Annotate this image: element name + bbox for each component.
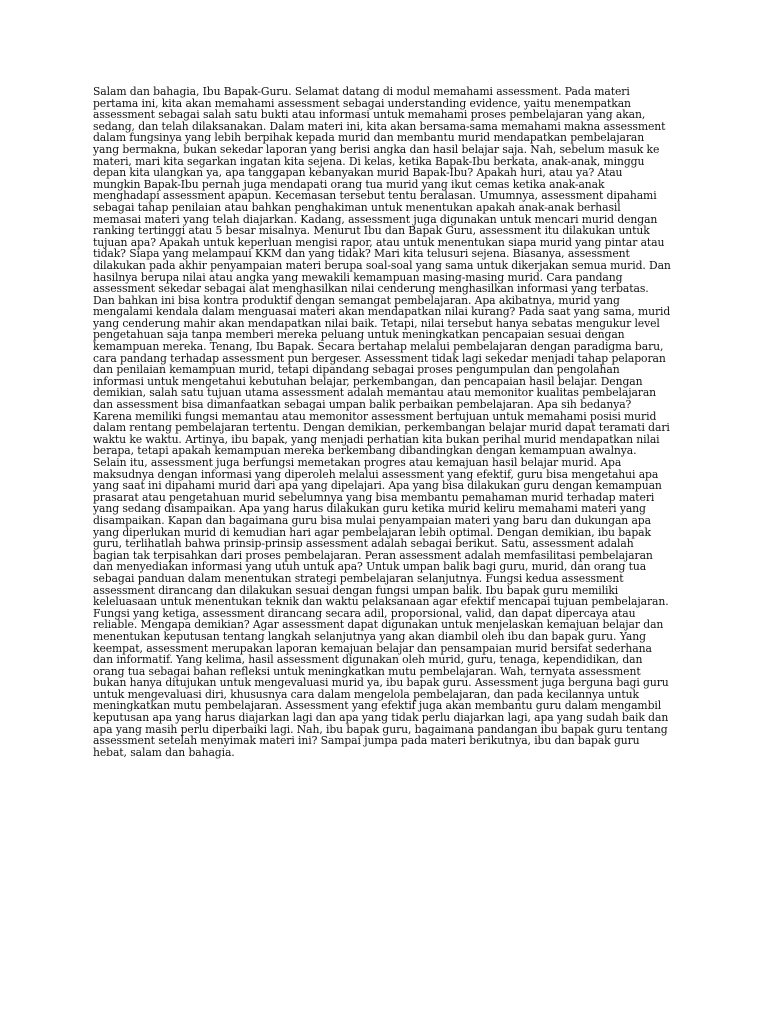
document-body-text: Salam dan bahagia, Ibu Bapak-Guru. Selamat datang di modul memahami assessment. Pada materi pertama ini, kita akan memahami assessment sebagai understanding evidence, yaitu menempatkan assessment sebagai salah satu bukti atau informasi untuk memahami proses pembelajaran yang akan, sedang, dan telah dilaksanakan. Dalam materi ini, kita akan bersama-sama memahami makna assessment dalam fungsinya yang lebih berpihak kepada murid dan membantu murid mendapatkan pembelajaran yang bermakna, bukan sekedar laporan yang berisi angka dan hasil belajar saja. Nah, sebelum masuk ke materi, mari kita segarkan ingatan kita sejena. Di kelas, ketika Bapak-Ibu berkata, anak-anak, minggu depan kita ulangkan ya, apa tanggapan kebanyakan murid Bapak-Ibu? Apakah huri, atau ya? Atau mungkin Bapak-Ibu pernah juga mendapati orang tua murid yang ikut cemas ketika anak-anak menghadapi assessment apapun. Kecemasan tersebut tentu beralasan. Umumnya, assessment dipahami sebagai tahap penilaian atau bahkan penghakiman untuk menentukan apakah anak-anak berhasil memasai materi yang telah diajarkan. Kadang, assessment juga digunakan untuk mencari murid dengan ranking tertinggi atau 5 besar misalnya. Menurut Ibu dan Bapak Guru, assessment itu dilakukan untuk tujuan apa? Apakah untuk keperluan mengisi rapor, atau untuk menentukan siapa murid yang pintar atau tidak? Siapa yang melampaui KKM dan yang tidak? Mari kita telusuri sejena. Biasanya, assessment dilakukan pada akhir penyampaian materi berupa soal-soal yang sama untuk dikerjakan semua murid. Dan hasilnya berupa nilai atau angka yang mewakili kemampuan masing-masing murid. Cara pandang assessment sekedar sebagai alat menghasilkan nilai cenderung menghasilkan informasi yang terbatas. Dan bahkan ini bisa kontra produktif dengan semangat pembelajaran. Apa akibatnya, murid yang mengalami kendala dalam menguasai materi akan mendapatkan nilai kurang? Pada saat yang sama, murid yang cenderung mahir akan mendapatkan nilai baik. Tetapi, nilai tersebut hanya sebatas mengukur level pengetahuan saja tanpa memberi mereka peluang untuk meningkatkan pencapaian sesuai dengan kemampuan mereka. Tenang, Ibu Bapak. Secara bertahap melalui pembelajaran dengan paradigma baru, cara pandang terhadap assessment pun bergeser. Assessment tidak lagi sekedar menjadi tahap pelaporan dan penilaian kemampuan murid, tetapi dipandang sebagai proses pengumpulan dan pengolahan informasi untuk mengetahui kebutuhan belajar, perkembangan, dan pencapaian hasil belajar. Dengan demikian, salah satu tujuan utama assessment adalah memantau atau memonitor kualitas pembelajaran dan assessment bisa dimanfaatkan sebagai umpan balik perbaikan pembelajaran. Apa sih bedanya? Karena memiliki fungsi memantau atau memonitor assessment bertujuan untuk memahami posisi murid dalam rentang pembelajaran tertentu. Dengan demikian, perkembangan belajar murid dapat teramati dari waktu ke waktu. Artinya, ibu bapak, yang menjadi perhatian kita bukan perihal murid mendapatkan nilai berapa, tetapi apakah kemampuan mereka berkembang dibandingkan dengan kemampuan awalnya. Selain itu, assessment juga berfungsi memetakan progres atau kemajuan hasil belajar murid. Apa maksudnya dengan informasi yang diperoleh melalui assessment yang efektif, guru bisa mengetahui apa yang saat ini dipahami murid dari apa yang dipelajari. Apa yang bisa dilakukan guru dengan kemampuan prasarat atau pengetahuan murid sebelumnya yang bisa membantu pemahaman murid terhadap materi yang sedang disampaikan. Apa yang harus dilakukan guru ketika murid keliru memahami materi yang disampaikan. Kapan dan bagaimana guru bisa mulai penyampaian materi yang baru dan dukungan apa yang diperlukan murid di kemudian hari agar pembelajaran lebih optimal. Dengan demikian, ibu bapak guru, terlihatlah bahwa prinsip-prinsip assessment adalah sebagai berikut. Satu, assessment adalah bagian tak terpisahkan dari proses pembelajaran. Peran assessment adalah memfasilitasi pembelajaran dan menyediakan informasi yang utuh untuk apa? Untuk umpan balik bagi guru, murid, dan orang tua sebagai panduan dalam menentukan strategi pembelajaran selanjutnya. Fungsi kedua assessment assessment dirancang dan dilakukan sesuai dengan fungsi umpan balik. Ibu bapak guru memiliki keleluasaan untuk menentukan teknik dan waktu pelaksanaan agar efektif mencapai tujuan pembelajaran. Fungsi yang ketiga, assessment dirancang secara adil, proporsional, valid, dan dapat dipercaya atau reliable. Mengapa demikian? Agar assessment dapat digunakan untuk menjelaskan kemajuan belajar dan menentukan keputusan tentang langkah selanjutnya yang akan diambil oleh ibu dan bapak guru. Yang keempat, assessment merupakan laporan kemajuan belajar dan pensampaian murid bersifat sederhana dan informatif. Yang kelima, hasil assessment digunakan oleh murid, guru, tenaga, kependidikan, dan orang tua sebagai bahan refleksi untuk meningkatkan mutu pembelajaran. Wah, ternyata assessment bukan hanya ditujukan untuk mengevaluasi murid ya, ibu bapak guru. Assessment juga berguna bagi guru untuk mengevaluasi diri, khususnya cara dalam mengelola pembelajaran, dan pada kecilannya untuk meningkatkan mutu pembelajaran. Assessment yang efektif juga akan membantu guru dalam mengambil keputusan apa yang harus diajarkan lagi dan apa yang tidak perlu diajarkan lagi, apa yang sudah baik dan apa yang masih perlu diperbaiki lagi. Nah, ibu bapak guru, bagaimana pandangan ibu bapak guru tentang assessment setelah menyimak materi ini? Sampai jumpa pada materi berikutnya, ibu dan bapak guru hebat, salam dan bahagia.	[93, 85, 671, 759]
document-page	[93, 86, 671, 758]
